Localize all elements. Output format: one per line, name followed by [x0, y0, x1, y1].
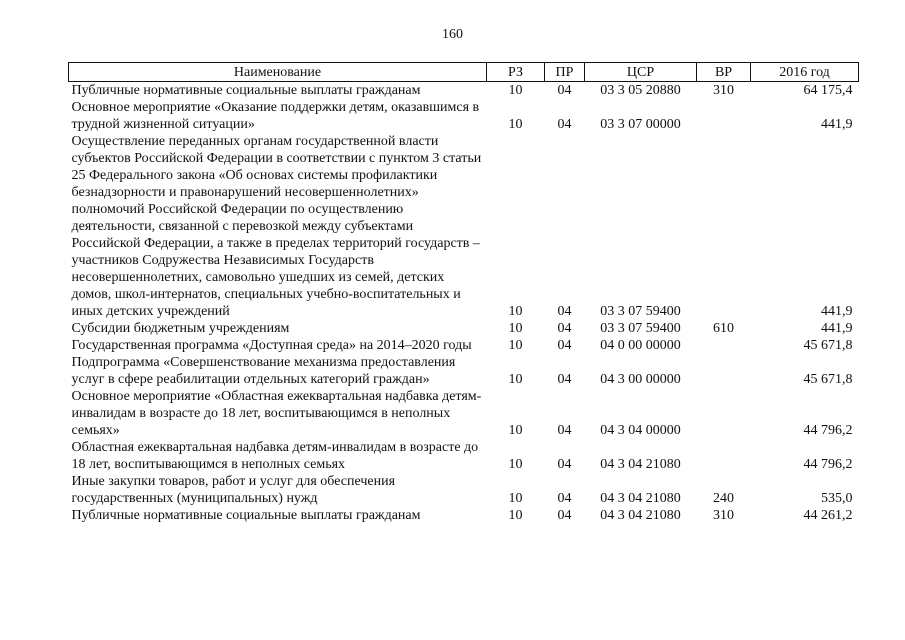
row-vr — [697, 354, 751, 388]
row-pr: 04 — [557, 304, 572, 319]
row-pr: 04 — [557, 117, 572, 132]
row-csr: 04 0 00 00000 — [600, 338, 681, 353]
table-row — [69, 99, 859, 133]
row-rz: 10 — [508, 457, 523, 472]
table-row — [69, 354, 859, 388]
row-pr: 04 — [557, 372, 572, 387]
row-rz: 10 — [508, 338, 523, 353]
table-row — [69, 320, 859, 337]
row-rz: 10 — [508, 304, 523, 319]
row-pr: 04 — [557, 491, 572, 506]
row-vr: 610 — [713, 321, 734, 336]
table-header-row — [69, 63, 859, 82]
budget-table-container — [68, 62, 858, 524]
table-row — [69, 439, 859, 473]
row-vr — [697, 388, 751, 439]
table-row — [69, 507, 859, 524]
row-name: Иные закупки товаров, работ и услуг для обеспечения государственных (муниципальных) нужд — [71, 474, 396, 506]
row-amount: 441,9 — [821, 321, 853, 336]
header-pr: ПР — [545, 63, 585, 82]
table-row — [69, 473, 859, 507]
row-name: Субсидии бюджетным учреждениям — [71, 321, 290, 336]
row-rz: 10 — [508, 423, 523, 438]
row-rz: 10 — [508, 83, 523, 98]
row-pr: 04 — [557, 508, 572, 523]
row-amount: 44 796,2 — [803, 423, 853, 438]
table-row — [69, 133, 859, 320]
row-rz: 10 — [508, 491, 523, 506]
row-amount: 64 175,4 — [803, 83, 853, 98]
row-name: Подпрограмма «Совершенствование механизма предоставления услуг в сфере реабилитации отдельных категорий граждан» — [71, 355, 456, 387]
row-rz: 10 — [508, 508, 523, 523]
row-rz: 10 — [508, 321, 523, 336]
row-csr: 04 3 04 21080 — [600, 491, 681, 506]
row-vr — [697, 439, 751, 473]
row-csr: 03 3 07 00000 — [600, 117, 681, 132]
row-csr: 03 3 07 59400 — [600, 304, 681, 319]
row-csr: 04 3 04 00000 — [600, 423, 681, 438]
row-vr: 240 — [713, 491, 734, 506]
header-rz: РЗ — [487, 63, 545, 82]
header-name: Наименование — [69, 63, 487, 82]
row-name: Областная ежеквартальная надбавка детям-инвалидам в возрасте до 18 лет, воспитывающимся в неполных семьях — [71, 440, 479, 472]
page-number: 160 — [442, 27, 463, 42]
row-amount: 441,9 — [821, 117, 853, 132]
row-pr: 04 — [557, 321, 572, 336]
row-csr: 03 3 07 59400 — [600, 321, 681, 336]
row-name: Основное мероприятие «Оказание поддержки детям, оказавшимся в трудной жизненной ситуации» — [71, 100, 480, 132]
row-vr: 310 — [713, 83, 734, 98]
table-row — [69, 388, 859, 439]
row-csr: 04 3 00 00000 — [600, 372, 681, 387]
row-pr: 04 — [557, 338, 572, 353]
header-csr: ЦСР — [585, 63, 697, 82]
row-name: Осуществление переданных органам государственной власти субъектов Российской Федерации в соответствии с пунктом 3 статьи 25 Федерального закона «Об основах системы профилактики безнадзорности и правонарушений несовершеннолетних» полномочий Российской Федерации по осуществлению деятельности, связанной с перевозкой между субъектами Российской Федерации, а также в пределах территорий государств – участников Содружества Независимых Государств несовершеннолетних, самовольно ушедших из семей, детских домов, школ-интернатов, специальных учебно-воспитательных и иных детских учреждений — [71, 134, 482, 319]
row-rz: 10 — [508, 372, 523, 387]
row-amount: 441,9 — [821, 304, 853, 319]
row-name: Государственная программа «Доступная среда» на 2014–2020 годы — [71, 338, 472, 353]
row-amount: 45 671,8 — [803, 338, 853, 353]
row-vr — [697, 133, 751, 320]
row-name: Публичные нормативные социальные выплаты гражданам — [71, 508, 421, 523]
row-pr: 04 — [557, 457, 572, 472]
row-csr: 04 3 04 21080 — [600, 508, 681, 523]
row-amount: 45 671,8 — [803, 372, 853, 387]
row-name: Основное мероприятие «Областная ежеквартальная надбавка детям-инвалидам в возрасте до 18 лет, воспитывающимся в неполных семьях» — [71, 389, 482, 438]
row-amount: 44 796,2 — [803, 457, 853, 472]
row-vr — [697, 99, 751, 133]
table-row — [69, 82, 859, 100]
row-name: Публичные нормативные социальные выплаты гражданам — [71, 83, 421, 98]
header-vr: ВР — [697, 63, 751, 82]
table-row — [69, 337, 859, 354]
row-rz: 10 — [508, 117, 523, 132]
row-amount: 535,0 — [821, 491, 853, 506]
row-csr: 03 3 05 20880 — [600, 83, 681, 98]
row-vr — [697, 337, 751, 354]
row-pr: 04 — [557, 423, 572, 438]
row-csr: 04 3 04 21080 — [600, 457, 681, 472]
row-vr: 310 — [713, 508, 734, 523]
row-amount: 44 261,2 — [803, 508, 853, 523]
budget-table — [68, 62, 859, 524]
row-pr: 04 — [557, 83, 572, 98]
header-year: 2016 год — [751, 63, 859, 82]
